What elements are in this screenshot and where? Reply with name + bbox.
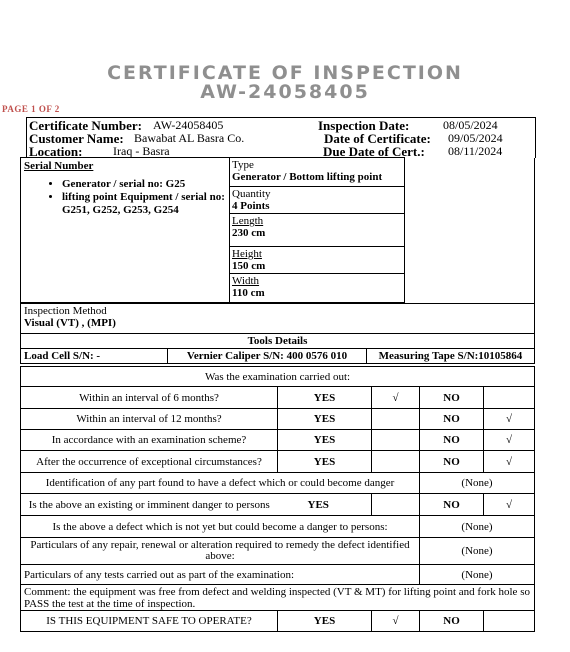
table-row bbox=[21, 538, 535, 565]
table-row bbox=[21, 565, 535, 585]
check-mark: √ bbox=[372, 387, 420, 409]
serial-cell bbox=[21, 158, 230, 303]
empty-cell bbox=[372, 494, 420, 516]
empty-cell bbox=[484, 611, 535, 632]
exam-q5: Identification of any part found to have a defect which or could become danger bbox=[21, 473, 420, 494]
cert-no-label: Certificate Number: bbox=[29, 118, 142, 133]
empty-cell bbox=[372, 451, 420, 473]
serial-heading: Serial Number bbox=[24, 160, 94, 172]
yes-cell: YES bbox=[278, 451, 372, 473]
quantity-value: 4 Points bbox=[232, 200, 270, 213]
serial-item: • Generator / serial no: G25 bbox=[62, 178, 226, 191]
exam-q10: IS THIS EQUIPMENT SAFE TO OPERATE? bbox=[21, 611, 278, 632]
blank-cell bbox=[405, 158, 535, 303]
width-value: 110 cm bbox=[232, 286, 265, 299]
empty-cell bbox=[372, 430, 420, 451]
examination-table bbox=[20, 366, 535, 632]
table-row bbox=[21, 494, 535, 516]
exam-q8: Particulars of any repair, renewal or alteration required to remedy the defect identified above: bbox=[21, 538, 420, 565]
cert-no-value: AW-24058405 bbox=[153, 118, 224, 132]
measuring-tape: Measuring Tape S/N:10105864 bbox=[367, 349, 535, 364]
inspection-method-cell bbox=[21, 304, 535, 334]
inspection-method-value: Visual (VT) , (MPI) bbox=[24, 317, 116, 329]
certificate-number-title: AW-24058405 bbox=[200, 81, 370, 103]
none-cell: (None) bbox=[420, 538, 535, 565]
table-row bbox=[21, 387, 535, 409]
customer-label: Customer Name: bbox=[29, 131, 124, 146]
inspection-date-value: 08/05/2024 bbox=[443, 118, 498, 132]
no-cell: NO bbox=[420, 430, 484, 451]
none-cell: (None) bbox=[420, 473, 535, 494]
yes-cell: YES bbox=[278, 494, 372, 516]
type-value: Generator / Bottom lifting point bbox=[232, 171, 383, 183]
date-of-certificate-value: 09/05/2024 bbox=[448, 131, 503, 145]
width-cell bbox=[230, 273, 405, 302]
check-mark: √ bbox=[484, 494, 535, 516]
load-cell: Load Cell S/N: - bbox=[21, 349, 168, 364]
page-label: PAGE 1 OF 2 bbox=[2, 104, 60, 114]
check-mark: √ bbox=[484, 430, 535, 451]
type-label: Type bbox=[232, 159, 254, 171]
exam-q7: Is the above a defect which is not yet but could become a danger to persons: bbox=[21, 516, 420, 538]
empty-cell bbox=[372, 409, 420, 430]
length-label: Length bbox=[232, 215, 264, 228]
date-of-certificate-label: Date of Certificate: bbox=[324, 131, 431, 146]
exam-question: Was the examination carried out: bbox=[21, 367, 535, 387]
check-mark: √ bbox=[372, 611, 420, 632]
inspection-method-label: Inspection Method bbox=[24, 305, 107, 317]
no-cell: NO bbox=[420, 409, 484, 430]
customer-value: Bawabat AL Basra Co. bbox=[134, 131, 245, 145]
yes-cell: YES bbox=[278, 387, 372, 409]
none-cell: (None) bbox=[420, 516, 535, 538]
no-cell: NO bbox=[420, 611, 484, 632]
check-mark: √ bbox=[484, 409, 535, 430]
location-label: Location: bbox=[29, 144, 83, 159]
due-date-value: 08/11/2024 bbox=[448, 144, 503, 158]
serial-item-rest: Equipment / serial no: G251, G252, G253, G254 bbox=[62, 191, 225, 216]
empty-cell bbox=[484, 387, 535, 409]
exam-q9: Particulars of any tests carried out as part of the examination: bbox=[21, 565, 420, 585]
inspection-date-label: Inspection Date: bbox=[318, 118, 410, 133]
exam-q4: After the occurrence of exceptional circumstances? bbox=[21, 451, 278, 473]
height-cell bbox=[230, 246, 405, 273]
quantity-label: Quantity bbox=[232, 188, 271, 201]
method-tools-table bbox=[20, 303, 535, 364]
serial-item bbox=[62, 191, 226, 217]
exam-comment: Comment: the equipment was free from defect and welding inspected (VT & MT) for lifting point and fork hole so PASS the test at the time of inspection. bbox=[21, 585, 535, 611]
table-row bbox=[21, 473, 535, 494]
equipment-table bbox=[20, 157, 535, 303]
length-cell bbox=[230, 214, 405, 246]
serial-item-bold: lifting point bbox=[62, 191, 118, 203]
quantity-cell bbox=[230, 187, 405, 214]
height-label: Height bbox=[232, 247, 262, 260]
table-row bbox=[21, 611, 535, 632]
tools-heading: Tools Details bbox=[21, 334, 535, 349]
yes-cell: YES bbox=[278, 409, 372, 430]
header-block bbox=[26, 117, 536, 158]
table-row bbox=[21, 409, 535, 430]
length-value: 230 cm bbox=[232, 227, 266, 240]
table-row bbox=[21, 451, 535, 473]
exam-q1: Within an interval of 6 months? bbox=[21, 387, 278, 409]
vernier-caliper: Vernier Caliper S/N: 400 0576 010 bbox=[168, 349, 367, 364]
location-value: Iraq - Basra bbox=[113, 144, 170, 158]
table-row bbox=[21, 430, 535, 451]
width-label: Width bbox=[232, 274, 260, 287]
yes-cell: YES bbox=[278, 430, 372, 451]
serial-list bbox=[24, 178, 226, 217]
yes-cell: YES bbox=[278, 611, 372, 632]
check-mark: √ bbox=[484, 451, 535, 473]
exam-q2: Within an interval of 12 months? bbox=[21, 409, 278, 430]
table-row bbox=[21, 516, 535, 538]
table-row bbox=[21, 585, 535, 611]
height-value: 150 cm bbox=[232, 259, 266, 272]
exam-q3: In accordance with an examination scheme? bbox=[21, 430, 278, 451]
type-cell bbox=[230, 158, 405, 187]
certificate-title: CERTIFICATE OF INSPECTION bbox=[107, 62, 463, 84]
no-cell: NO bbox=[420, 387, 484, 409]
no-cell: NO bbox=[420, 494, 484, 516]
due-date-label: Due Date of Cert.: bbox=[323, 144, 425, 159]
none-cell: (None) bbox=[420, 565, 535, 585]
no-cell: NO bbox=[420, 451, 484, 473]
exam-q6: Is the above an existing or imminent danger to persons bbox=[21, 494, 278, 516]
